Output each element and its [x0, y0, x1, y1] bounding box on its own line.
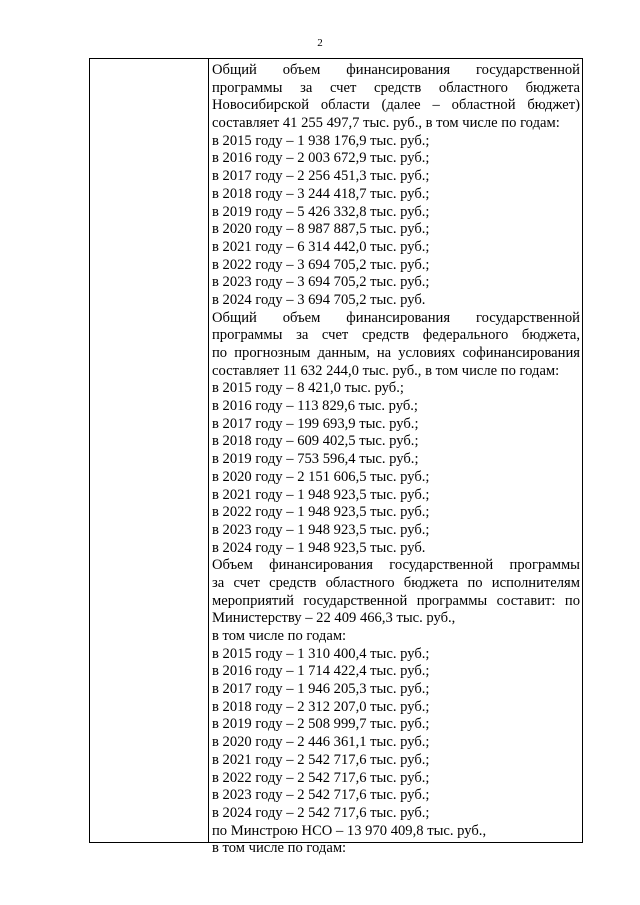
text-line: составляет 11 632 244,0 тыс. руб., в том числе по годам:	[212, 362, 560, 379]
text-line: в 2016 году – 113 829,6 тыс. руб.;	[212, 398, 418, 415]
text-line: в 2015 году – 1 938 176,9 тыс. руб.;	[212, 132, 430, 149]
text-line: в 2020 году – 2 151 606,5 тыс. руб.;	[212, 468, 430, 485]
text-line: в 2017 году – 199 693,9 тыс. руб.;	[212, 415, 419, 432]
text-line: в 2018 году – 3 244 418,7 тыс. руб.;	[212, 185, 430, 202]
text-line: в 2016 году – 1 714 422,4 тыс. руб.;	[212, 663, 430, 680]
text-line: составляет 41 255 497,7 тыс. руб., в том числе по годам:	[212, 115, 560, 132]
text-line: в 2019 году – 2 508 999,7 тыс. руб.;	[212, 716, 430, 733]
text-line: в 2020 году – 2 446 361,1 тыс. руб.;	[212, 734, 430, 751]
text-line: в 2020 году – 8 987 887,5 тыс. руб.;	[212, 221, 430, 238]
table-left-cell	[90, 59, 209, 842]
text-line: в 2019 году – 753 596,4 тыс. руб.;	[212, 451, 419, 468]
text-line: программы за счет средств федерального бюджета,	[212, 327, 580, 344]
text-line: по Минстрою НСО – 13 970 409,8 тыс. руб.,	[212, 822, 487, 839]
text-line: за счет средств областного бюджета по исполнителям	[212, 574, 580, 591]
text-line: в том числе по годам:	[212, 628, 347, 644]
text-line: Новосибирской области (далее – областной бюджет)	[212, 97, 580, 114]
text-line: в 2015 году – 8 421,0 тыс. руб.;	[212, 380, 404, 397]
text-line: Министерству – 22 409 466,3 тыс. руб.,	[212, 610, 456, 627]
text-line: в том числе по годам:	[212, 840, 347, 857]
text-line: в 2021 году – 2 542 717,6 тыс. руб.;	[212, 751, 430, 768]
text-line: Объем финансирования государственной программы	[212, 557, 580, 574]
text-line: программы за счет средств областного бюджета	[212, 79, 580, 96]
text-line: мероприятий государственной программы составит: по	[212, 592, 580, 609]
text-line: в 2018 году – 609 402,5 тыс. руб.;	[212, 433, 419, 450]
text-line: в 2017 году – 2 256 451,3 тыс. руб.;	[212, 168, 430, 185]
text-line: в 2024 году – 3 694 705,2 тыс. руб.	[212, 291, 426, 308]
text-line: в 2023 году – 3 694 705,2 тыс. руб.;	[212, 274, 430, 291]
text-line: в 2019 году – 5 426 332,8 тыс. руб.;	[212, 203, 430, 220]
text-line: в 2021 году – 1 948 923,5 тыс. руб.;	[212, 486, 430, 503]
text-line: в 2022 году – 2 542 717,6 тыс. руб.;	[212, 769, 430, 786]
text-line: в 2023 году – 2 542 717,6 тыс. руб.;	[212, 787, 430, 804]
text-line: в 2024 году – 2 542 717,6 тыс. руб.;	[212, 804, 430, 821]
text-line: в 2023 году – 1 948 923,5 тыс. руб.;	[212, 521, 430, 538]
text-line: в 2015 году – 1 310 400,4 тыс. руб.;	[212, 645, 430, 662]
text-line: Общий объем финансирования государственной	[212, 309, 580, 326]
text-line: в 2022 году – 1 948 923,5 тыс. руб.;	[212, 504, 430, 521]
text-line: в 2021 году – 6 314 442,0 тыс. руб.;	[212, 238, 430, 255]
page-number: 2	[317, 37, 323, 49]
text-line: в 2016 году – 2 003 672,9 тыс. руб.;	[212, 150, 430, 167]
text-line: по прогнозным данным, на условиях софинансирования	[212, 345, 580, 361]
text-line: в 2017 году – 1 946 205,3 тыс. руб.;	[212, 681, 430, 698]
document-table	[89, 58, 583, 857]
text-line: в 2024 году – 1 948 923,5 тыс. руб.	[212, 539, 426, 556]
table-right-cell	[212, 62, 580, 858]
text-line: в 2018 году – 2 312 207,0 тыс. руб.;	[212, 698, 430, 715]
text-line: Общий объем финансирования государственной	[212, 62, 580, 78]
text-line: в 2022 году – 3 694 705,2 тыс. руб.;	[212, 256, 430, 273]
